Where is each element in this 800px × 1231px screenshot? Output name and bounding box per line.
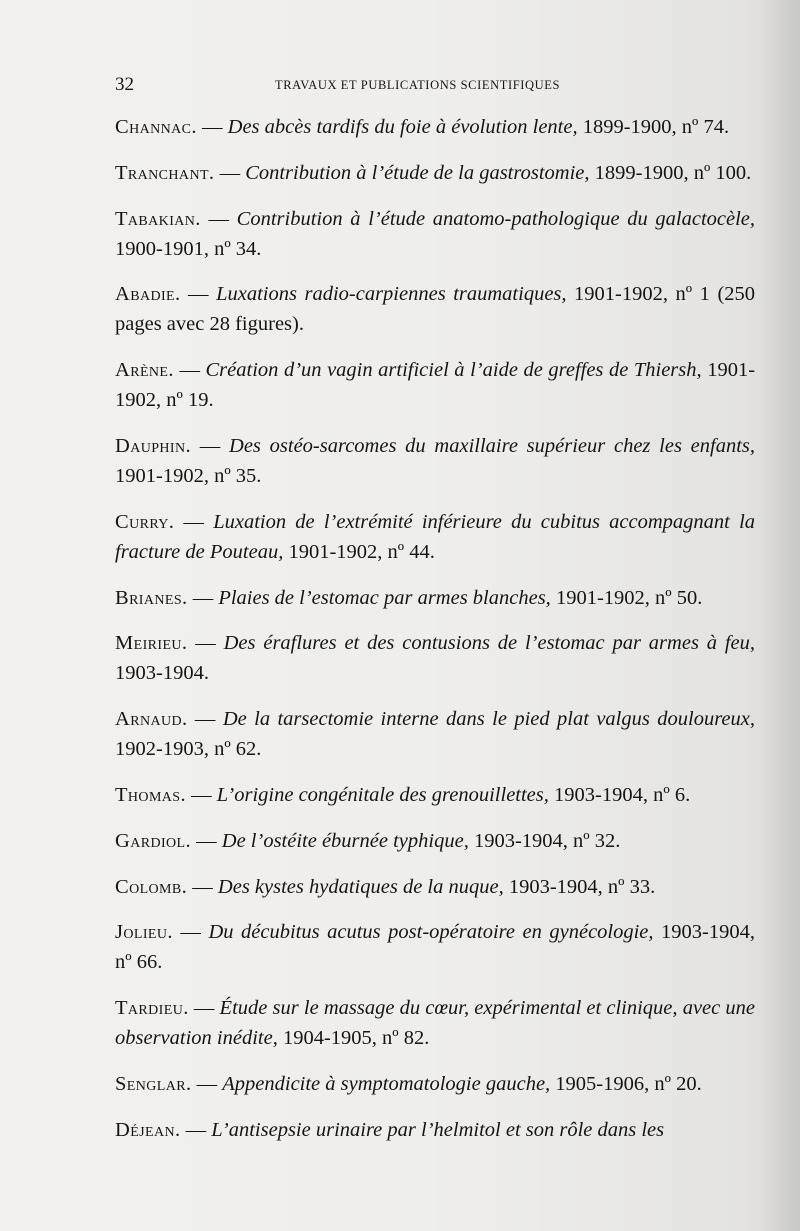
entry-details: 1899-1900, nº 74. [577, 116, 730, 138]
entry-title: Étude sur le massage du cœur, expérimental et clinique, avec une observation inédite, [115, 997, 755, 1050]
entry [115, 872, 755, 902]
entry [115, 112, 755, 142]
page-number: 32 [115, 74, 134, 95]
entry [115, 158, 755, 188]
entry-details: 1901-1902, nº 19. [115, 359, 756, 412]
entry-details: 1900-1901, nº 34. [115, 237, 262, 260]
entry-title: L’origine congénitale des grenouillettes, [216, 783, 549, 806]
entry [115, 1115, 755, 1145]
entry-details: 1901-1902, nº 35. [115, 464, 262, 487]
entry-title: L’antisepsie urinaire par l’helmitol et son rôle dans les [211, 1118, 665, 1141]
entry-author: Abadie. [115, 283, 181, 306]
entry-author: Curry. [115, 510, 175, 533]
entry-separator: — [172, 921, 209, 944]
entry-author: Meirieu. [115, 632, 188, 655]
entry-details: 1901-1902, nº 44. [283, 540, 435, 563]
entry [115, 355, 755, 415]
entry-title: Des ostéo-sarcomes du maxillaire supérieur chez les enfants, [229, 434, 756, 457]
entry-details: 1903-1904, nº 33. [503, 875, 656, 898]
entry-details: 1903-1904. [115, 662, 209, 685]
running-head: TRAVAUX ET PUBLICATIONS SCIENTIFIQUES [275, 78, 561, 92]
entry-title: Des kystes hydatiques de la nuque, [217, 875, 504, 898]
entry-separator: — [187, 586, 219, 609]
entry-separator: — [187, 875, 218, 898]
entry-separator: — [180, 1118, 212, 1141]
entry [115, 917, 755, 977]
entry-details: 1905-1906, nº 20. [550, 1072, 702, 1095]
entry [115, 279, 755, 339]
entry-details: 1903-1904, nº 32. [468, 829, 621, 852]
entry [115, 826, 755, 856]
entry-details: 1904-1905, nº 82. [277, 1027, 430, 1050]
entry-title: Appendicite à symptomatologie gauche, [222, 1072, 551, 1095]
entry-title: Création d’un vagin artificiel à l’aide de greffes de Thiersh, [205, 359, 702, 382]
entry-title: Contribution à l’étude de la gastrostomie, [245, 161, 590, 184]
entry-separator: — [191, 829, 222, 852]
entry-title: Des abcès tardifs du foie à évolution lente, [227, 116, 578, 138]
entry-title: Contribution à l’étude anatomo-pathologique du galactocèle, [236, 207, 756, 230]
entry [115, 993, 755, 1053]
entry-details: 1899-1900, nº 100. [589, 161, 752, 184]
entry-title: Plaies de l’estomac par armes blanches, [218, 586, 551, 609]
entry-details: 1901-1902, nº 50. [550, 586, 703, 609]
entry-list [115, 112, 755, 1161]
entry-title: Des éraflures et des contusions de l’estomac par armes à feu, [223, 632, 756, 655]
entry-details: 1903-1904, nº 66. [115, 921, 756, 974]
entry-author: Thomas. [115, 783, 187, 806]
entry-author: Gardiol. [115, 829, 192, 852]
entry-separator: — [180, 283, 217, 306]
page-header [115, 74, 755, 98]
entry-author: Déjean. [115, 1118, 181, 1141]
entry-author: Channac. [115, 116, 197, 138]
entry [115, 204, 755, 264]
entry-details: 1901-1902, nº 1 (250 pages avec 28 figures). [115, 283, 756, 336]
entry [115, 431, 755, 491]
entry-separator: — [196, 116, 228, 138]
entry [115, 780, 755, 810]
entry-author: Tranchant. [115, 161, 215, 184]
entry [115, 507, 755, 567]
entry-separator: — [187, 632, 224, 655]
entry-separator: — [191, 434, 230, 457]
entry-author: Jolieu. [115, 921, 173, 944]
entry-details: 1902-1903, nº 62. [115, 738, 262, 761]
entry [115, 1069, 755, 1099]
entry-separator: — [200, 207, 237, 230]
entry-title: Luxation de l’extrémité inférieure du cubitus accompagnant la fracture de Pouteau, [115, 510, 756, 563]
entry-separator: — [187, 708, 223, 731]
entry-separator: — [214, 161, 246, 184]
entry-separator: — [186, 783, 217, 806]
entry-separator: — [174, 510, 214, 533]
entry-author: Tabakian. [115, 207, 201, 230]
entry-author: Arène. [115, 359, 174, 382]
entry-title: De la tarsectomie interne dans le pied plat valgus douloureux, [222, 708, 755, 731]
entry-author: Dauphin. [115, 434, 192, 457]
entry-author: Arnaud. [115, 708, 188, 731]
entry-title: Du décubitus acutus post-opératoire en gynécologie, [208, 921, 654, 944]
entry-author: Senglar. [115, 1072, 192, 1095]
entry-author: Colomb. [115, 875, 188, 898]
entry-author: Tardieu. [115, 997, 189, 1020]
entry [115, 583, 755, 613]
entry-details: 1903-1904, nº 6. [548, 783, 691, 806]
entry-separator: — [191, 1072, 223, 1095]
entry [115, 704, 755, 764]
page-edge-shadow [760, 0, 800, 1231]
entry [115, 628, 755, 688]
entry-separator: — [173, 359, 206, 382]
entry-title: De l’ostéite éburnée typhique, [221, 829, 469, 852]
entry-title: Luxations radio-carpiennes traumatiques, [216, 283, 567, 306]
entry-author: Brianes. [115, 586, 188, 609]
entry-separator: — [188, 997, 220, 1020]
